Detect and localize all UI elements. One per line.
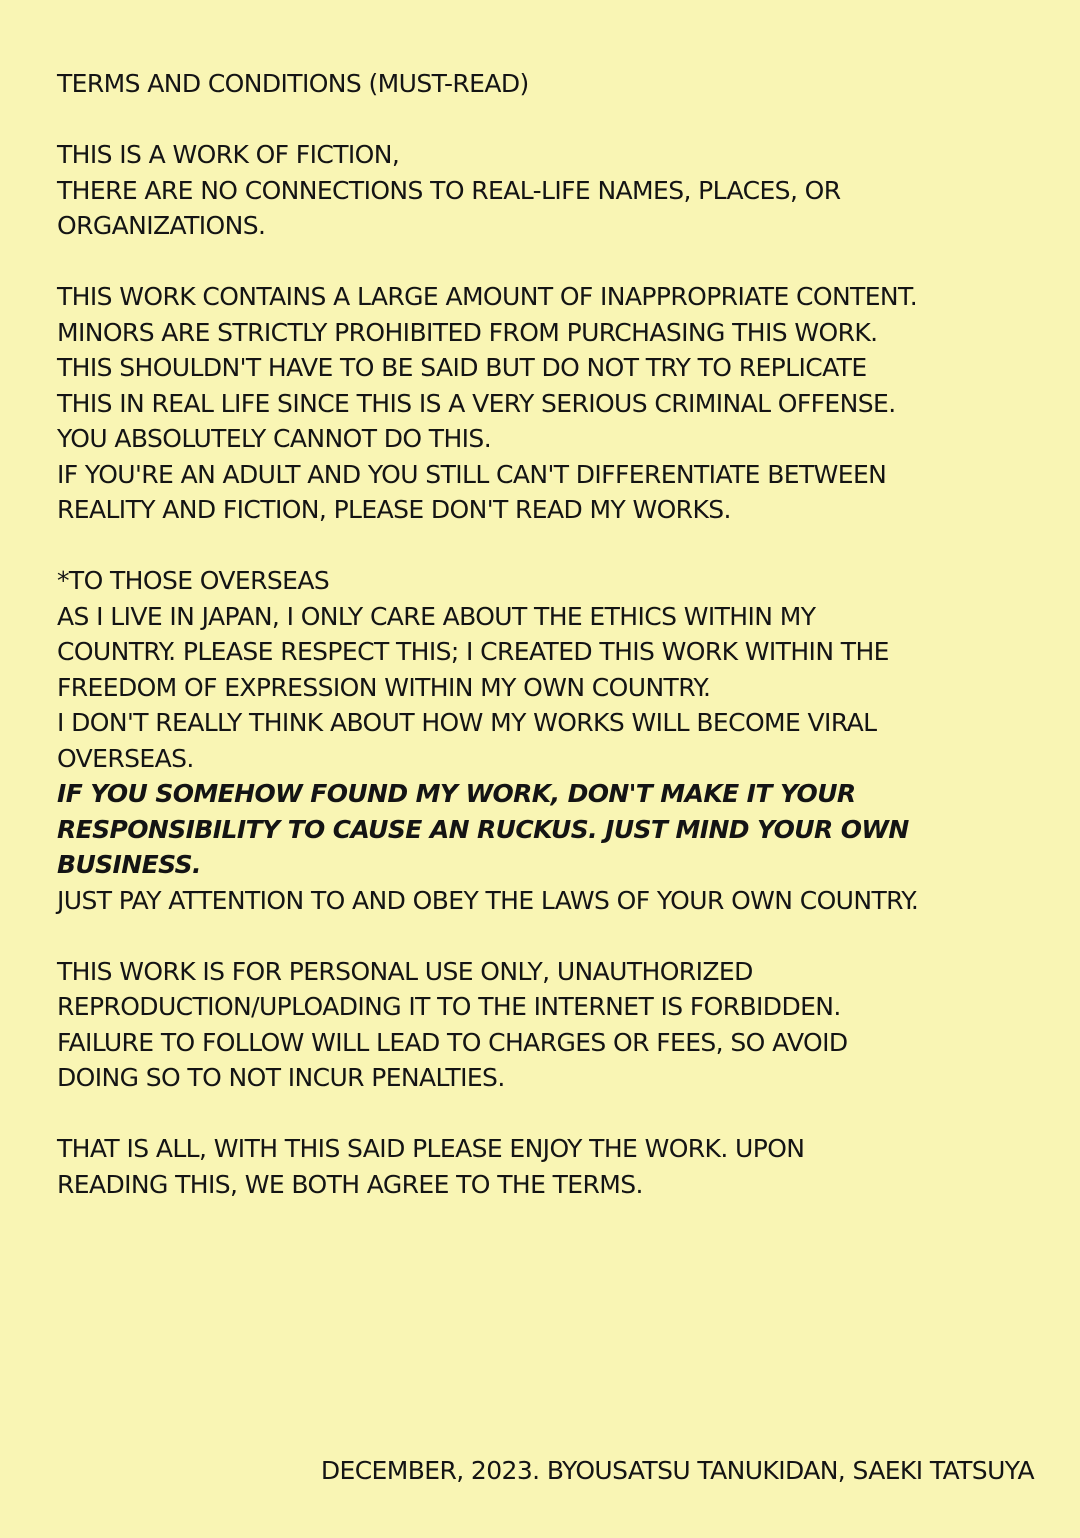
spacer: [57, 918, 1047, 954]
text-line: THIS SHOULDN'T HAVE TO BE SAID BUT DO NOT TRY TO REPLICATE: [57, 353, 867, 382]
closing-paragraph: [57, 1131, 1047, 1202]
text-line: IF YOU'RE AN ADULT AND YOU STILL CAN'T DIFFERENTIATE BETWEEN: [57, 459, 887, 489]
text-line: OVERSEAS.: [57, 743, 194, 773]
text-line: THIS IN REAL LIFE SINCE THIS IS A VERY SERIOUS CRIMINAL OFFENSE.: [57, 388, 896, 418]
text-line: DOING SO TO NOT INCUR PENALTIES.: [57, 1063, 505, 1092]
text-line: I DON'T REALLY THINK ABOUT HOW MY WORKS WILL BECOME VIRAL: [57, 708, 877, 737]
text-line: AS I LIVE IN JAPAN, I ONLY CARE ABOUT THE ETHICS WITHIN MY: [57, 601, 816, 631]
text-line: THAT IS ALL, WITH THIS SAID PLEASE ENJOY THE WORK. UPON: [57, 1134, 805, 1163]
spacer: [57, 102, 1047, 138]
text-line: COUNTRY. PLEASE RESPECT THIS; I CREATED THIS WORK WITHIN THE: [57, 637, 889, 666]
page-title: TERMS AND CONDITIONS (MUST-READ): [57, 69, 529, 98]
fiction-paragraph: [57, 137, 1047, 244]
text-line: THIS WORK CONTAINS A LARGE AMOUNT OF INAPPROPRIATE CONTENT.: [57, 282, 918, 311]
text-line: YOU ABSOLUTELY CANNOT DO THIS.: [57, 424, 492, 453]
spacer: [57, 244, 1047, 280]
terms-body: [57, 66, 1047, 1202]
text-line: JUST PAY ATTENTION TO AND OBEY THE LAWS OF YOUR OWN COUNTRY.: [57, 885, 919, 915]
emphasis-line: BUSINESS.: [57, 850, 201, 879]
signature-footer: DECEMBER, 2023. BYOUSATSU TANUKIDAN, SAEKI TATSUYA: [320, 1456, 1034, 1485]
emphasis-line: IF YOU SOMEHOW FOUND MY WORK, DON'T MAKE IT YOUR: [57, 779, 856, 808]
personal-use-paragraph: [57, 954, 1047, 1096]
emphasis-line: RESPONSIBILITY TO CAUSE AN RUCKUS. JUST MIND YOUR OWN: [57, 814, 909, 844]
text-line: FREEDOM OF EXPRESSION WITHIN MY OWN COUNTRY.: [57, 672, 711, 702]
text-line: THIS IS A WORK OF FICTION,: [57, 140, 400, 169]
content-warning-paragraph: [57, 279, 1047, 528]
text-line: MINORS ARE STRICTLY PROHIBITED FROM PURCHASING THIS WORK.: [57, 317, 878, 347]
text-line: READING THIS, WE BOTH AGREE TO THE TERMS.: [57, 1169, 643, 1199]
spacer: [57, 528, 1047, 564]
text-line: *TO THOSE OVERSEAS: [57, 566, 330, 595]
overseas-paragraph: [57, 563, 1047, 918]
text-line: THERE ARE NO CONNECTIONS TO REAL-LIFE NAMES, PLACES, OR: [57, 175, 841, 205]
text-line: THIS WORK IS FOR PERSONAL USE ONLY, UNAUTHORIZED: [57, 956, 753, 986]
text-line: ORGANIZATIONS.: [57, 211, 266, 240]
spacer: [57, 1096, 1047, 1132]
text-line: REPRODUCTION/UPLOADING IT TO THE INTERNET IS FORBIDDEN.: [57, 992, 841, 1021]
text-line: REALITY AND FICTION, PLEASE DON'T READ MY WORKS.: [57, 495, 731, 524]
text-line: FAILURE TO FOLLOW WILL LEAD TO CHARGES OR FEES, SO AVOID: [57, 1027, 848, 1057]
